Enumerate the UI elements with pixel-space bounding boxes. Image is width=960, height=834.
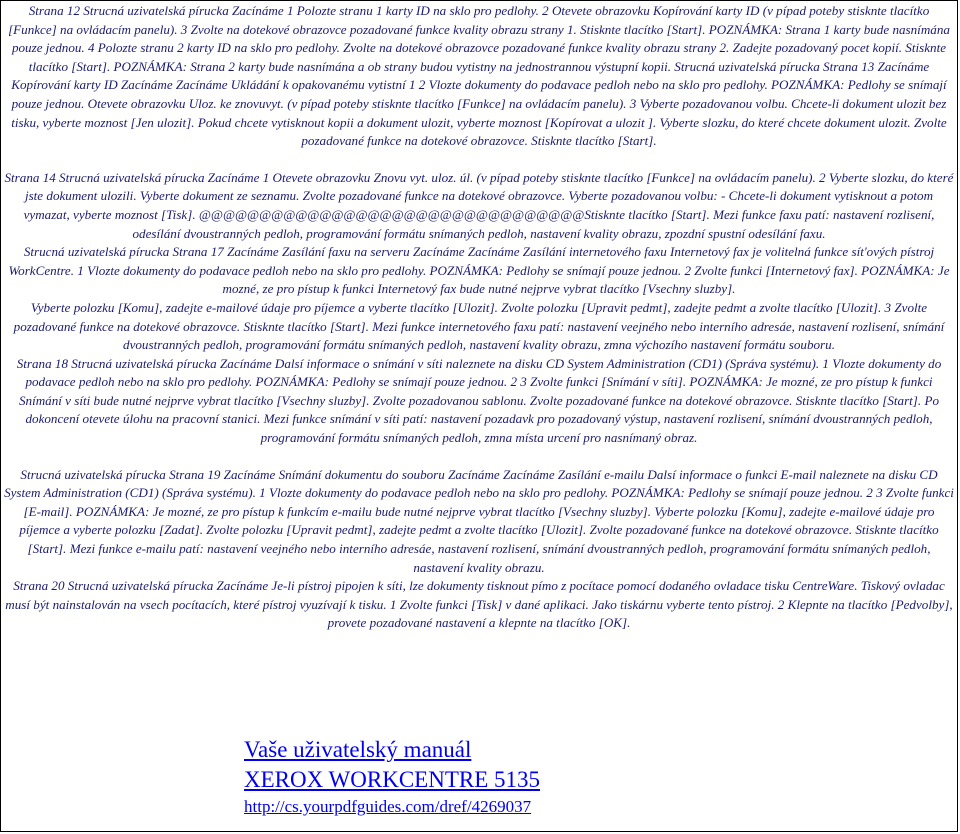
product-link[interactable]: XEROX WORKCENTRE 5135	[244, 767, 541, 792]
manual-link[interactable]: Vaše uživatelský manuál	[244, 737, 472, 762]
paragraph-2: Strana 14 Strucná uzivatelská pírucka Zacínáme 1 Otevete obrazovku Znovu vyt. uloz. úl. (v pípad poteby stisknte tlacítko [Funkce] na ovládacím panelu). 2 Vyberte slozku, do které jste dokument ulozili. Vyberte dokument ze seznamu. Zvolte pozadované funkce na dotekové obrazovce. Vyberte pozadovanou volbu: - Chcete-li dokument vytisknout a potom vymazat, vyberte moznost [Tisk]. @@@@@@@@@@@@@@@@@@@@@@@@@@@@@@@@Stisknte tlacítko [Start]. Mezi funkce faxu patí: nastavení rozlisení, odesílání dvoustranných pedloh, programování formátu snímaných pedloh, nastavení kvality obrazu, zpozdní spustní odesílání faxu.	[4, 169, 954, 241]
footer-links	[244, 735, 540, 819]
paragraph-4: Vyberte polozku [Komu], zadejte e-mailové údaje pro píjemce a vyberte tlacítko [Ulozit]. Zvolte polozku [Upravit pedmt], zadejte pedmt a zvolte tlacítko [Ulozit]. 3 Zvolte pozadované funkce na dotekové obrazovce. Stisknte tlacítko [Start]. Mezi funkce internetového faxu patí: nastavení veejného nebo interního adresáe, nastavení rozlisení, snímání dvoustranných pedloh, programování formátu snímaných pedloh, nastavení kvality obrazu, zmna výchozího nastavení formátu souboru.	[13, 299, 945, 353]
paragraph-6: Strucná uzivatelská pírucka Strana 19 Zacínáme Snímání dokumentu do souboru Zacínáme Zacínáme Zasílání e-mailu Dalsí informace o funkci E-mail naleznete na disku CD System Administration (CD1) (Správa systému). 1 Vlozte dokumenty do podavace pedloh nebo na sklo pro pedlohy. POZNÁMKA: Pedlohy se snímají pouze jednou. 2 3 Zvolte funkci [E-mail]. POZNÁMKA: Je mozné, ze pro pístup k funkcím e-mailu bude nutné nejprve vybrat tlacítko [Vsechny sluzby]. Vyberte polozku [Komu], zadejte e-mailové údaje pro píjemce a vyberte polozku [Zadat]. Zvolte polozku [Upravit pedmt], zadejte pedmt a zvolte tlacítko [Ulozit]. Zvolte pozadované funkce na dotekové obrazovce. Stisknte tlacítko [Start]. Mezi funkce e-mailu patí: nastavení veejného nebo interního adresáe, nastavení rozlisení, snímání dvoustranných pedloh, programování formátu snímaných pedloh, nastavení kvality obrazu.	[4, 466, 954, 575]
url-link[interactable]: http://cs.yourpdfguides.com/dref/4269037	[244, 797, 532, 816]
paragraph-5: Strana 18 Strucná uzivatelská pírucka Zacínáme Dalsí informace o snímání v síti naleznete na disku CD System Administration (CD1) (Správa systému). 1 Vlozte dokumenty do podavace pedloh nebo na sklo pro pedlohy. POZNÁMKA: Pedlohy se snímají pouze jednou. 2 3 Zvolte funkci [Snímání v síti]. POZNÁMKA: Je mozné, ze pro pístup k funkci Snímání v síti bude nutné nejprve vybrat tlacítko [Vsechny sluzby]. Zvolte pozadovanou sablonu. Zvolte pozadované funkce na dotekové obrazovce. Stisknte tlacítko [Start]. Po dokoncení otevete úlohu na pracovní stanici. Mezi funkce snímání v síti patí: nastavení pozadavk pro pozadovaný výstup, nastavení rozlisení, snímání dvoustranných pedloh, programování formátu snímaných pedloh, zmna místa urcení pro nasnímaný obraz.	[16, 355, 942, 446]
paragraph-3: Strucná uzivatelská pírucka Strana 17 Zacínáme Zasílání faxu na serveru Zacínáme Zacínáme Zasílání internetového faxu Internetový fax je volitelná funkce sít'ových pístroj WorkCentre. 1 Vlozte dokumenty do podavace pedloh nebo na sklo pro pedlohy. POZNÁMKA: Pedlohy se snímají pouze jednou. 2 Zvolte funkci [Internetový fax]. POZNÁMKA: Je mozné, ze pro pístup k funkci Internetový fax bude nutné nejprve vybrat tlacítko [Vsechny sluzby].	[8, 244, 950, 297]
paragraph-1: Strana 12 Strucná uzivatelská pírucka Zacínáme 1 Polozte stranu 1 karty ID na sklo pro pedlohy. 2 Otevete obrazovku Kopírování karty ID (v pípad poteby stisknte tlacítko [Funkce] na ovládacím panelu). 3 Zvolte na dotekové obrazovce pozadované funkce kvality obrazu strany 1. Stisknte tlacítko [Start]. POZNÁMKA: Strana 1 karty bude nasnímána pouze jednou. 4 Polozte stranu 2 karty ID na sklo pro pedlohy. Zvolte na dotekové obrazovce pozadované funkce kvality obrazu strany 2. Zadejte pozadovaný pocet kopií. Stisknte tlacítko [Start]. POZNÁMKA: Strana 2 karty bude nasnímána a ob strany budou vytistny na jednostrannou výstupní kopii. Strucná uzivatelská pírucka Strana 13 Zacínáme Kopírování karty ID Zacínáme Zacínáme Ukládání k opakovanému vytistní 1 2 Vlozte dokumenty do podavace pedloh nebo na sklo pro pedlohy. POZNÁMKA: Pedlohy se snímají pouze jednou. Otevete obrazovku Uloz. ke znovuvyt. (v pípad poteby stisknte tlacítko [Funkce] na ovládacím panelu). 3 Vyberte pozadovanou volbu. Chcete-li dokument ulozit bez tisku, vyberte moznost [Jen ulozit]. Pokud chcete vytisknout kopii a dokument ulozit, vyberte moznost [Kopírovat a ulozit ]. Vyberte slozku, do které chcete dokument ulozit. Zvolte pozadované funkce na dotekové obrazovce. Stisknte tlacítko [Start].	[8, 3, 950, 149]
document-body	[3, 2, 955, 633]
paragraph-7: Strana 20 Strucná uzivatelská pírucka Zacínáme Je-li pístroj pipojen k síti, lze dokumenty tisknout pímo z pocítace pomocí dodaného ovladace tisku CentreWare. Tiskový ovladac musí být nainstalován na vsech pocítacích, které pístroj vyuzívají k tisku. 1 Zvolte funkci [Tisk] v dané aplikaci. Jako tiskárnu vyberte tento pístroj. 2 Klepnte na tlacítko [Pedvolby], provete pozadované nastavení a klepnte na tlacítko [OK].	[5, 578, 953, 631]
